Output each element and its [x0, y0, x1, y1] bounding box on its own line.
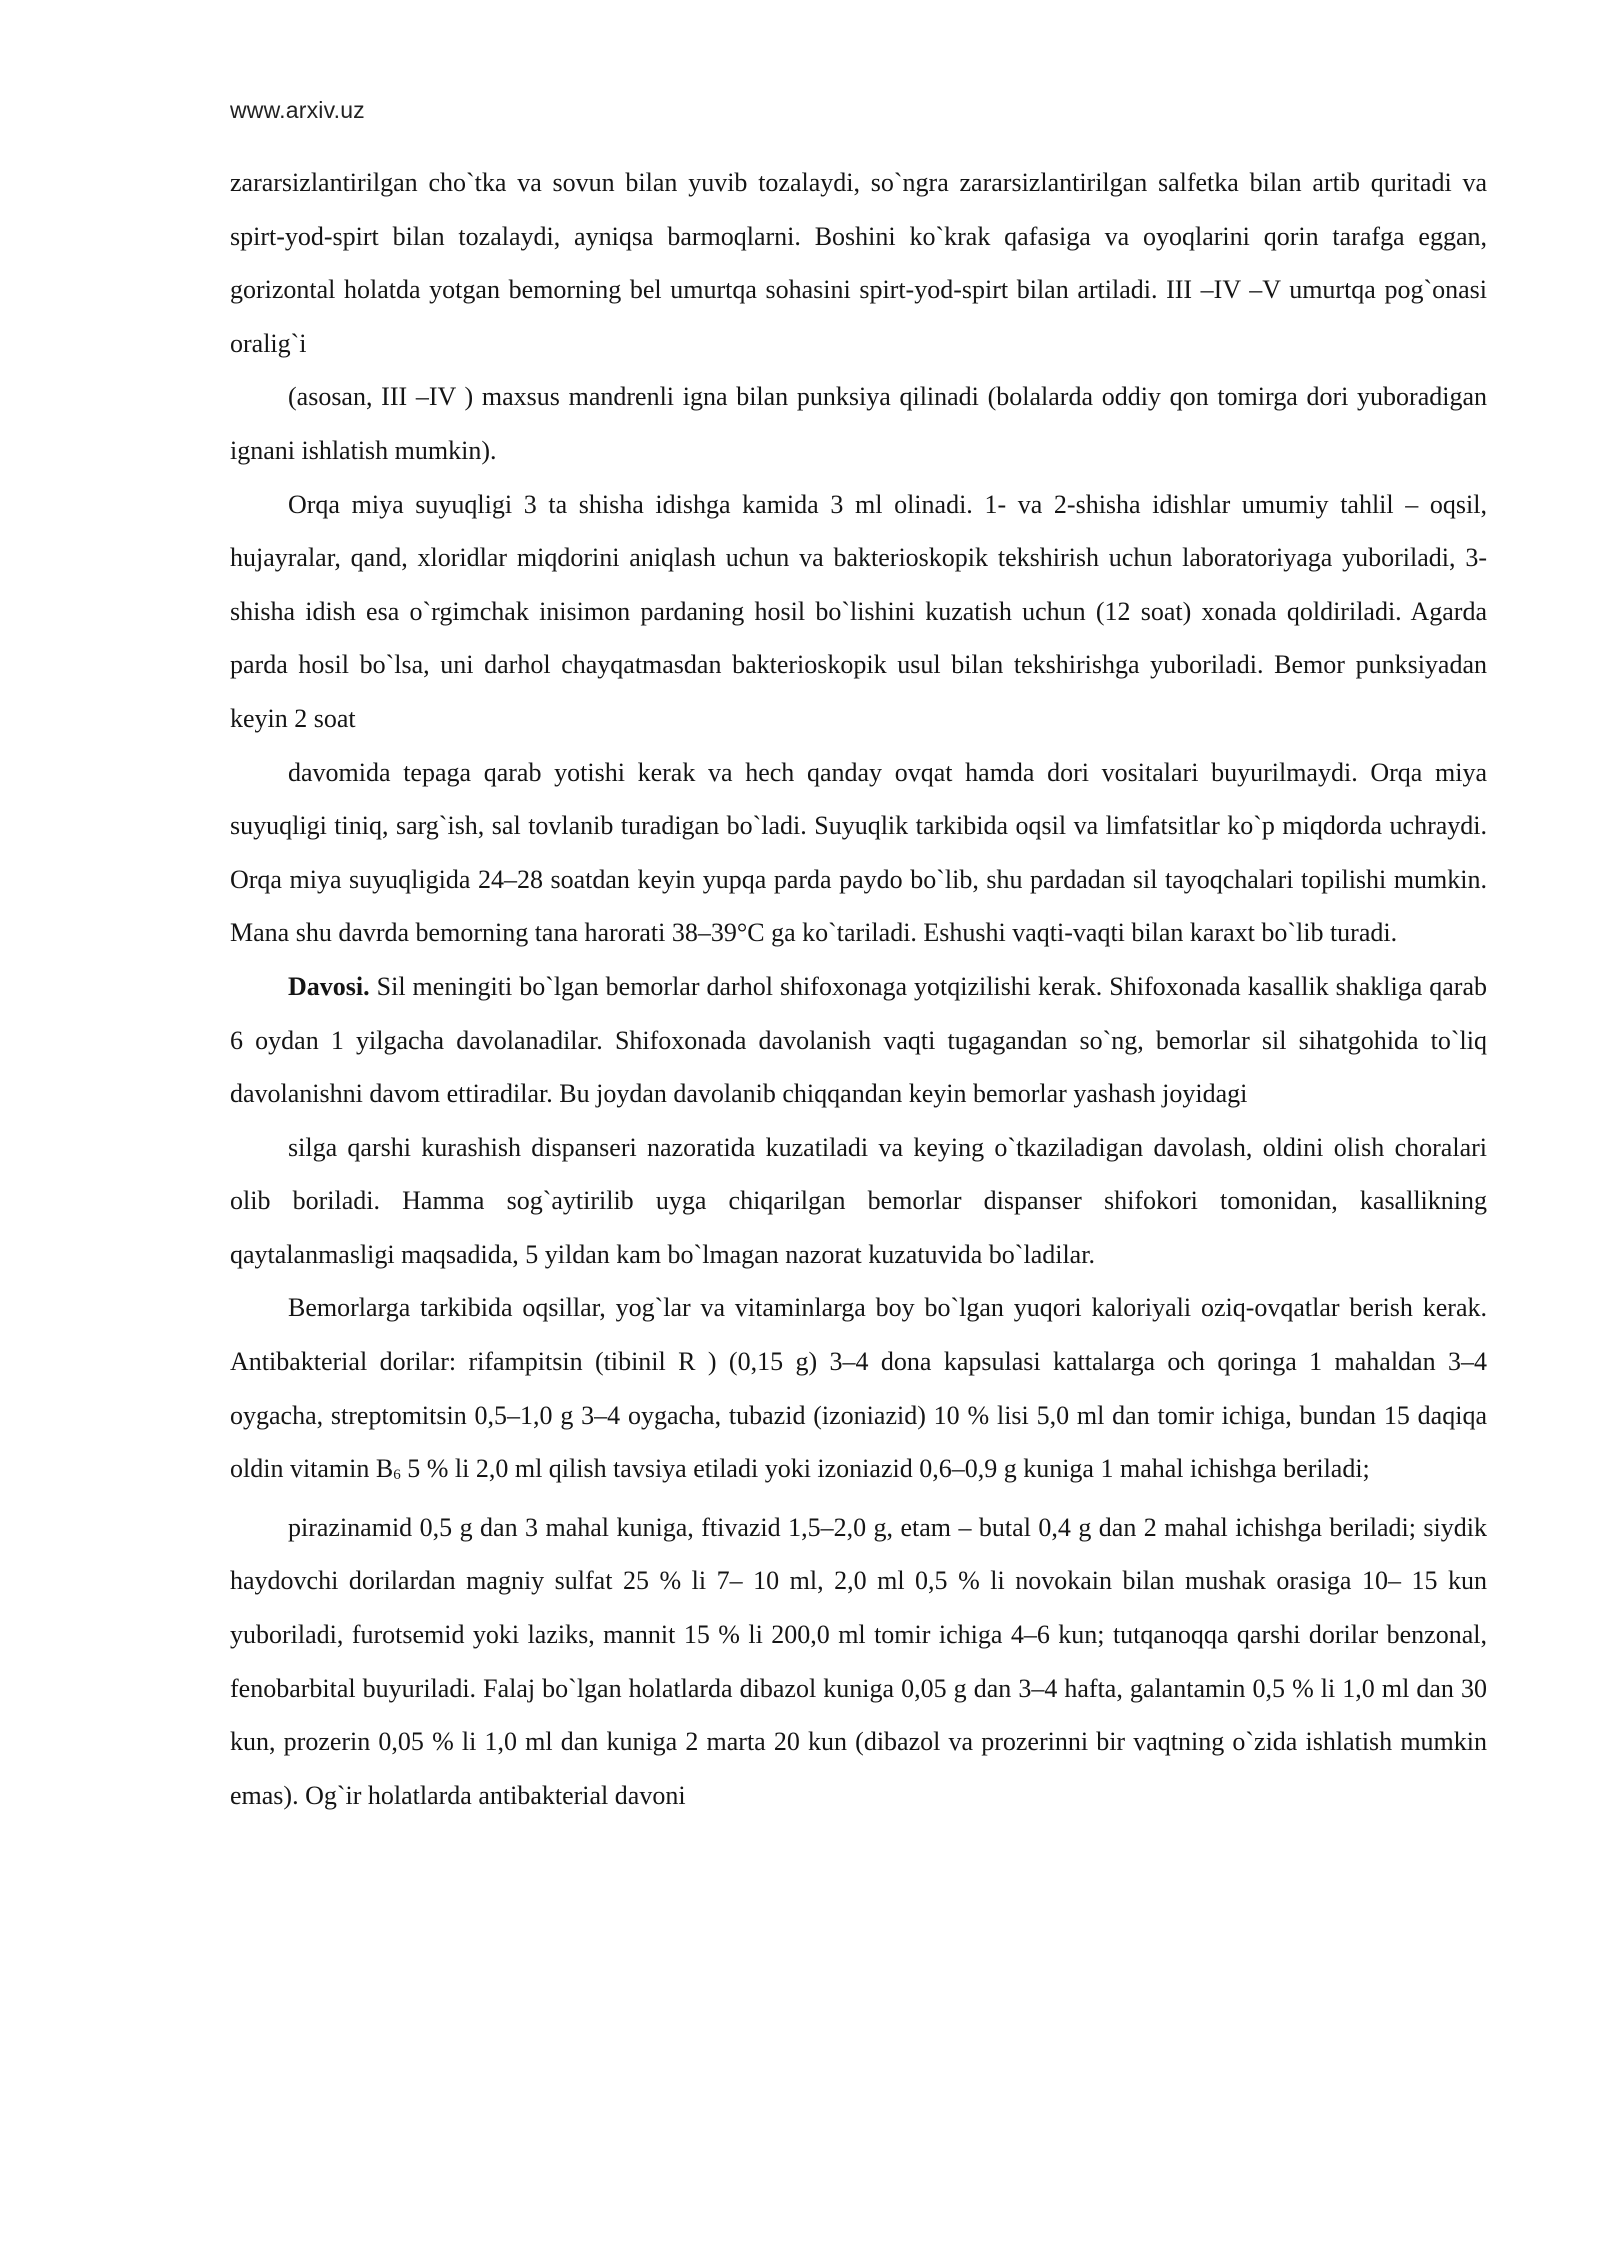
paragraph-4: davomida tepaga qarab yotishi kerak va hech qanday ovqat hamda dori vositalari buyurilmaydi. Orqa miya suyuqligi tiniq, sarg`ish, sal tovlanib turadigan bo`ladi. Suyuqlik tarkibida oqsil va limfatsitlar ko`p miqdorda uchraydi. Orqa miya suyuqligida 24–28 soatdan keyin yupqa parda paydo bo`lib, shu pardadan sil tayoqchalari topilishi mumkin. Mana shu davrda bemorning tana harorati 38–39°C ga ko`tariladi. Eshushi vaqti-vaqti bilan karaxt bo`lib turadi.: [230, 757, 1487, 948]
section-heading-davosi: Davosi.: [288, 971, 370, 1001]
paragraph-1: zararsizlantirilgan cho`tka va sovun bilan yuvib tozalaydi, so`ngra zararsizlantirilgan salfetka bilan artib quritadi va spirt-yod-spirt bilan tozalaydi, ayniqsa barmoqlarni. Boshini ko`krak qafasiga va oyoqlarini qorin tarafga eggan, gorizontal holatda yotgan bemorning bel umurtqa sohasini spirt-yod-spirt bilan artiladi. III –IV –V umurtqa pog`onasi oralig`i: [230, 168, 1487, 358]
paragraph-5: [230, 960, 1487, 1121]
site-header[interactable]: www.arxiv.uz: [230, 97, 365, 123]
paragraph-7: [230, 1281, 1487, 1500]
document-body: [230, 156, 1487, 1822]
paragraph-5-text: Sil meningiti bo`lgan bemorlar darhol shifoxonaga yotqizilishi kerak. Shifoxonada kasallik shakliga qarab 6 oydan 1 yilgacha davolanadilar. Shifoxonada davolanish vaqti tugagandan so`ng, bemorlar sil sihatgohida to`liq davolanishni davom ettiradilar. Bu joydan davolanib chiqqandan keyin bemorlar yashash joyidagi: [230, 971, 1487, 1109]
paragraph-7-text-b: 5 % li 2,0 ml qilish tavsiya etiladi yoki izoniazid 0,6–0,9 g kuniga 1 mahal ichishga beriladi;: [400, 1454, 1370, 1484]
paragraph-6: silga qarshi kurashish dispanseri nazoratida kuzatiladi va keying o`tkaziladigan davolash, oldini olish choralari olib boriladi. Hamma sog`aytirilib uyga chiqarilgan bemorlar dispanser shifokori tomonidan, kasallikning qaytalanmasligi maqsadida, 5 yildan kam bo`lmagan nazorat kuzatuvida bo`ladilar.: [230, 1132, 1487, 1269]
paragraph-2: (asosan, III –IV ) maxsus mandrenli igna bilan punksiya qilinadi (bolalarda oddiy qon tomirga dori yuboradigan ignani ishlatish mumkin).: [230, 382, 1487, 465]
paragraph-8: pirazinamid 0,5 g dan 3 mahal kuniga, ftivazid 1,5–2,0 g, etam – butal 0,4 g dan 2 mahal ichishga beriladi; siydik haydovchi dorilardan magniy sulfat 25 % li 7– 10 ml, 2,0 ml 0,5 % li novokain bilan mushak orasiga 10– 15 kun yuboriladi, furotsemid yoki laziks, mannit 15 % li 200,0 ml tomir ichiga 4–6 kun; tutqanoqqa qarshi dorilar benzonal, fenobarbital buyuriladi. Falaj bo`lgan holatlarda dibazol kuniga 0,05 g dan 3–4 hafta, galantamin 0,5 % li 1,0 ml dan 30 kun, prozerin 0,05 % li 1,0 ml dan kuniga 2 marta 20 kun (dibazol va prozerinni bir vaqtning o`zida ishlatish mumkin emas). Og`ir holatlarda antibakterial davoni: [230, 1512, 1487, 1810]
paragraph-3: Orqa miya suyuqligi 3 ta shisha idishga kamida 3 ml olinadi. 1- va 2-shisha idishlar umumiy tahlil – oqsil, hujayralar, qand, xloridlar miqdorini aniqlash uchun va bakterioskopik tekshirish uchun laboratoriyaga yuboriladi, 3-shisha idish esa o`rgimchak inisimon pardaning hosil bo`lishini kuzatish uchun (12 soat) xonada qoldiriladi. Agarda parda hosil bo`lsa, uni darhol chayqatmasdan bakterioskopik usul bilan tekshirishga yuboriladi. Bemor punksiyadan keyin 2 soat: [230, 489, 1487, 733]
paragraph-7-text-a: Bemorlarga tarkibida oqsillar, yog`lar va vitaminlarga boy bo`lgan yuqori kaloriyali oziq-ovqatlar berish kerak. Antibakterial dorilar: rifampitsin (tibinil R ) (0,15 g) 3–4 dona kapsulasi kattalarga och qoringa 1 mahaldan 3–4 oygacha, streptomitsin 0,5–1,0 g 3–4 oygacha, tubazid (izoniazid) 10 % lisi 5,0 ml dan tomir ichiga, bundan 15 daqiqa oldin vitamin B: [230, 1293, 1487, 1484]
vitamin-subscript: 6: [393, 1467, 401, 1484]
